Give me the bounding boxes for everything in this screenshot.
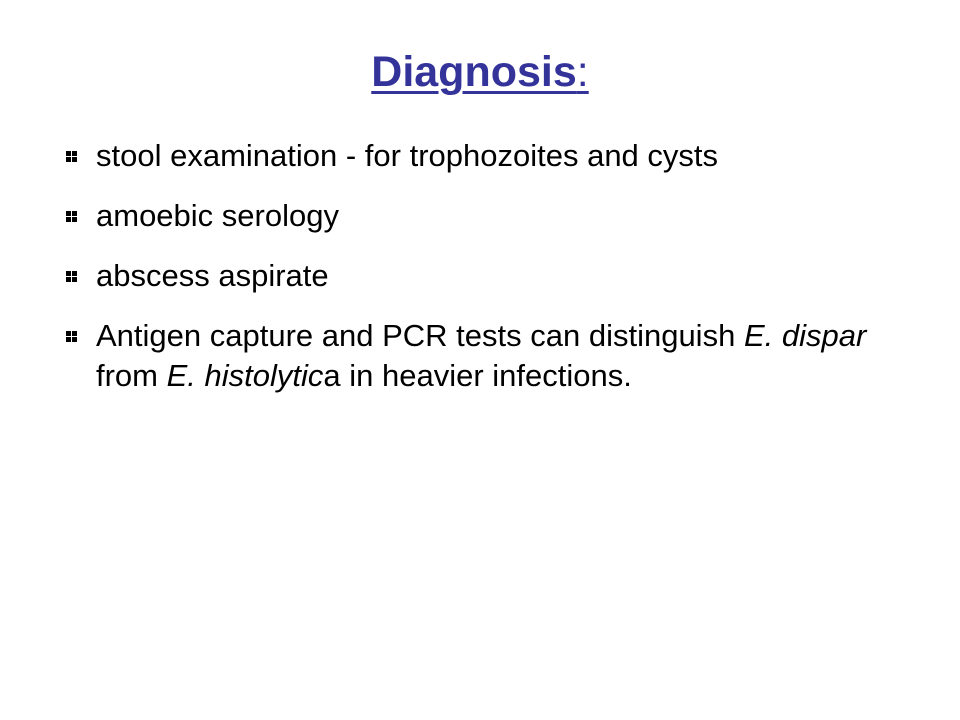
bullet-item-stool-examination [60, 136, 900, 176]
title-colon: : [576, 48, 589, 96]
title-word: Diagnosis [371, 48, 577, 96]
bullet-text-part: from [96, 358, 167, 393]
species-name-e-dispar: E. dispar [743, 318, 867, 353]
square-bullet-icon [66, 211, 77, 222]
square-bullet-icon [66, 331, 77, 342]
bullet-list [60, 136, 900, 416]
bullet-item-abscess-aspirate [60, 256, 900, 296]
bullet-item-antigen-capture [60, 316, 900, 396]
bullet-item-amoebic-serology [60, 196, 900, 236]
bullet-text: amoebic serology [96, 198, 339, 233]
slide-title [0, 44, 960, 100]
bullet-text-part: a in heavier infections. [323, 358, 632, 393]
square-bullet-icon [66, 271, 77, 282]
bullet-text: stool examination - for trophozoites and cysts [96, 138, 719, 173]
species-name-e-histolytica: E. histolytic [166, 358, 324, 393]
square-bullet-icon [66, 151, 77, 162]
bullet-text: abscess aspirate [96, 258, 329, 293]
bullet-text-part: Antigen capture and PCR tests can distinguish [96, 318, 744, 353]
